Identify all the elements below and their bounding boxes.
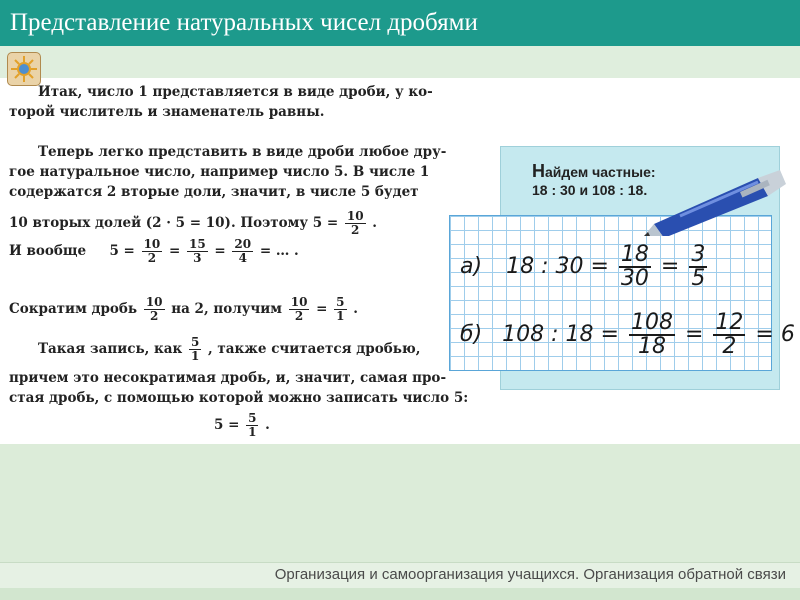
text-segment: И вообще — [9, 243, 87, 259]
footer-text: Организация и самоорганизация учащихся. Организация обратной связи — [274, 566, 786, 583]
slide-header — [0, 0, 800, 46]
fraction: $\frac{5}{1}$ — [336, 295, 345, 323]
fraction: $\frac{10}{2}$ — [346, 209, 364, 237]
text-line: содержатся 2 вторые доли, значит, в числе 5 будет — [9, 184, 419, 200]
text-line: Итак, число 1 представляется в виде дроби, у ко- — [38, 84, 433, 100]
sun-icon — [7, 52, 41, 86]
formula-line: И вообще 5 = $\frac{10}{2}$ = $\frac{15}{3}$ = $\frac{20}{4}$ = … . — [9, 237, 299, 265]
text-line: торой числитель и знаменатель равны. — [9, 104, 325, 120]
fraction: $\frac{12}{2}$ — [715, 310, 744, 359]
lower-area — [0, 444, 800, 562]
text-line: стая дробь, с помощью которой можно записать число 5: — [9, 390, 469, 406]
solution-b: б) 108 : 18 = $\frac{108}{18}$ = $\frac{12}{2}$ = 6 — [460, 310, 795, 359]
fraction: $\frac{5}{1}$ — [190, 335, 200, 363]
task-title: Найдем частные: — [532, 161, 656, 181]
fraction: $\frac{108}{18}$ — [630, 310, 673, 359]
top-strip — [0, 46, 800, 78]
slide-title: Представление натуральных чисел дробями — [10, 9, 478, 36]
formula-line: 5 = $\frac{5}{1}$ . — [214, 411, 270, 439]
fraction: $\frac{5}{1}$ — [248, 411, 257, 439]
fraction: $\frac{10}{2}$ — [290, 295, 308, 323]
solution-a: а) 18 : 30 = $\frac{18}{30}$ = $\frac{3}{5}$ — [460, 242, 706, 291]
pen-icon — [640, 166, 790, 236]
fraction: $\frac{10}{2}$ — [145, 295, 163, 323]
slide-footer — [0, 562, 800, 589]
text-line: причем это несократимая дробь, и, значит, самая про- — [9, 370, 447, 386]
fraction: $\frac{10}{2}$ — [143, 237, 161, 265]
formula-line: Сократим дробь $\frac{10}{2}$ на 2, получим $\frac{10}{2}$ = $\frac{5}{1}$ . — [9, 295, 358, 323]
text-line: гое натуральное число, например число 5. В числе 1 — [9, 164, 430, 180]
bottom-bar — [0, 588, 800, 600]
text-segment: 10 вторых долей (2 · 5 = 10). Поэтому 5 = — [9, 215, 339, 231]
fraction: $\frac{20}{4}$ — [234, 237, 252, 265]
fraction: $\frac{3}{5}$ — [691, 242, 706, 291]
task-subtitle: 18 : 30 и 108 : 18. — [532, 182, 648, 198]
formula-line: Такая запись, как $\frac{5}{1}$ , также считается дробью, — [38, 335, 421, 363]
fraction: $\frac{15}{3}$ — [188, 237, 206, 265]
text-line: Теперь легко представить в виде дроби любое дру- — [38, 144, 447, 160]
fraction: $\frac{18}{30}$ — [620, 242, 649, 291]
formula-line: 10 вторых долей (2 · 5 = 10). Поэтому 5 = $\frac{10}{2}$ . — [9, 209, 377, 237]
